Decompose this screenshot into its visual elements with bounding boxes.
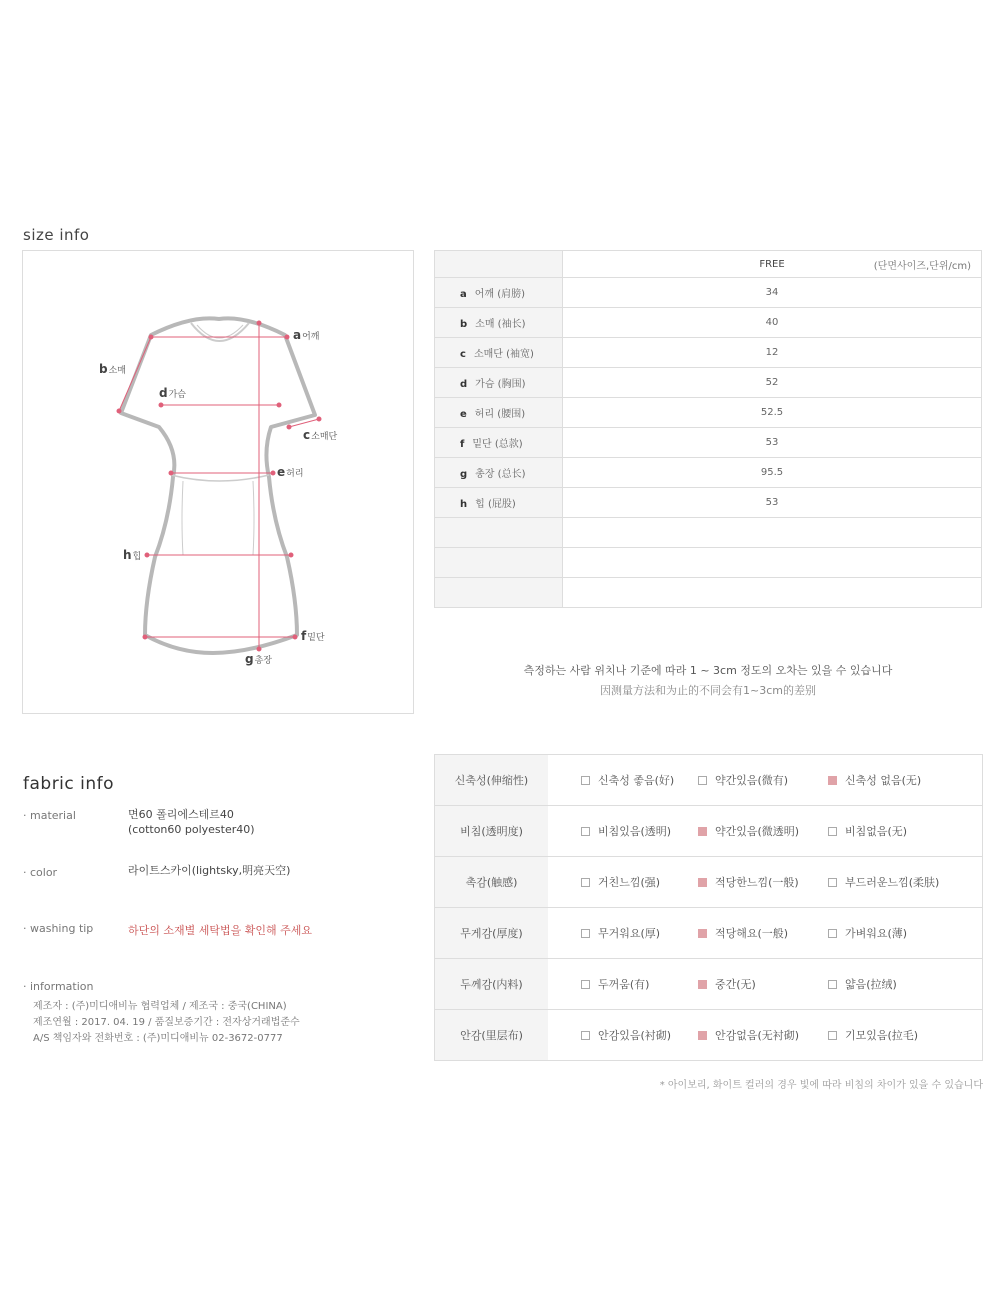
size-row xyxy=(435,428,982,458)
fabric-option-label: 약간있음(微有) xyxy=(715,774,789,787)
fabric-option-label: 부드러운느낌(柔肤) xyxy=(845,876,940,889)
fabric-option-label: 안감없음(无衬砌) xyxy=(715,1029,800,1042)
size-row-empty xyxy=(435,578,982,608)
size-value: 52.5 xyxy=(563,398,982,428)
material-en: (cotton60 polyester40) xyxy=(128,823,255,836)
size-letter: a xyxy=(460,289,467,300)
fabric-option-label: 거친느낌(强) xyxy=(598,876,661,889)
fabric-row-label: 촉감(触感) xyxy=(435,857,549,908)
label-h-word: 힙 xyxy=(132,552,142,562)
fabric-option xyxy=(698,976,756,992)
info-line: A/S 책임자와 전화번호 : (주)미디애비뉴 02-3672-0777 xyxy=(33,1033,283,1044)
fabric-option xyxy=(581,1027,671,1043)
label-h-letter: h xyxy=(123,548,132,562)
unit-note: (단면사이즈,단위/cm) xyxy=(873,261,971,272)
fabric-option xyxy=(581,925,660,941)
checkbox-empty-icon xyxy=(828,827,837,836)
fabric-option xyxy=(581,874,660,890)
label-e-letter: e xyxy=(277,465,286,479)
size-name: 어깨 (肩膀) xyxy=(474,289,526,300)
measure-note-cn: 因测量方法和为止的不同会有1~3cm的差别 xyxy=(600,684,816,697)
checkbox-checked-icon xyxy=(698,929,707,938)
fabric-option xyxy=(828,925,907,941)
size-row-empty xyxy=(435,518,982,548)
material-ko: 면60 폴리에스테르40 xyxy=(128,808,234,821)
svg-text:f밑단 xyxy=(301,629,325,643)
checkbox-checked-icon xyxy=(698,878,707,887)
size-value: 95.5 xyxy=(563,458,982,488)
fabric-options xyxy=(548,959,983,1010)
label-a-word: 어깨 xyxy=(302,332,320,342)
label-c-letter: c xyxy=(303,428,311,442)
size-name: 소매 (袖长) xyxy=(475,319,526,330)
size-letter: d xyxy=(460,379,468,390)
size-column-label: FREE xyxy=(759,258,785,270)
material-value xyxy=(128,807,255,837)
checkbox-empty-icon xyxy=(828,878,837,887)
fabric-options xyxy=(548,806,983,857)
fabric-row xyxy=(435,806,983,857)
fabric-row xyxy=(435,959,983,1010)
fabric-option xyxy=(828,1027,918,1043)
size-value: 12 xyxy=(563,338,982,368)
size-name: 총장 (总长) xyxy=(475,469,526,480)
checkbox-empty-icon xyxy=(581,929,590,938)
size-letter: e xyxy=(460,409,467,420)
information-label: · information xyxy=(23,980,94,993)
fabric-option-label: 무거워요(厚) xyxy=(598,927,661,940)
size-table xyxy=(434,250,982,608)
size-value: 52 xyxy=(563,368,982,398)
size-value: 53 xyxy=(563,488,982,518)
fabric-footnote: * 아이보리, 화이트 컬러의 경우 빛에 따라 비침의 차이가 있을 수 있습니다 xyxy=(659,1080,983,1091)
size-name: 가슴 (胸围) xyxy=(475,379,526,390)
fabric-option xyxy=(828,823,907,839)
size-row xyxy=(435,368,982,398)
dress-diagram xyxy=(22,250,414,714)
dress-illustration xyxy=(23,251,413,713)
fabric-options xyxy=(548,857,983,908)
fabric-row xyxy=(435,857,983,908)
label-d-letter: d xyxy=(159,386,168,400)
color-value: 라이트스카이(lightsky,明亮天空) xyxy=(128,864,291,877)
size-header-free xyxy=(563,251,982,278)
info-line: 제조연월 : 2017. 04. 19 / 품질보증기간 : 전자상거래법준수 xyxy=(33,1017,300,1028)
fabric-info-title: fabric info xyxy=(23,774,115,794)
fabric-option-label: 기모있음(拉毛) xyxy=(845,1029,919,1042)
checkbox-empty-icon xyxy=(581,878,590,887)
fabric-option xyxy=(828,772,921,788)
size-value: 40 xyxy=(563,308,982,338)
fabric-option-label: 신축성 없음(无) xyxy=(845,774,922,787)
size-row xyxy=(435,278,982,308)
fabric-option xyxy=(698,925,788,941)
svg-text:a어깨 xyxy=(293,328,320,342)
fabric-option-label: 적당한느낌(一般) xyxy=(715,876,799,889)
size-row xyxy=(435,308,982,338)
fabric-option xyxy=(581,823,671,839)
checkbox-empty-icon xyxy=(698,776,707,785)
info-line: 제조자 : (주)미디애비뉴 협력업체 / 제조국 : 중국(CHINA) xyxy=(33,1001,287,1012)
label-b-word: 소매 xyxy=(108,366,126,376)
checkbox-empty-icon xyxy=(581,980,590,989)
fabric-row-label: 무게감(厚度) xyxy=(435,908,549,959)
washing-value: 하단의 소재별 세탁법을 확인해 주세요 xyxy=(128,924,313,937)
size-name: 힙 (屁股) xyxy=(475,499,516,510)
checkbox-empty-icon xyxy=(581,776,590,785)
fabric-options xyxy=(548,908,983,959)
fabric-option-label: 안감있음(衬砌) xyxy=(598,1029,672,1042)
size-name: 밑단 (总款) xyxy=(472,439,523,450)
size-row xyxy=(435,338,982,368)
size-name: 허리 (腰围) xyxy=(474,409,526,420)
fabric-option-label: 신축성 좋음(好) xyxy=(598,774,675,787)
size-letter: f xyxy=(460,439,465,450)
label-e-word: 허리 xyxy=(286,469,304,479)
size-letter: h xyxy=(460,499,468,510)
fabric-row xyxy=(435,908,983,959)
fabric-option xyxy=(828,976,897,992)
color-label: · color xyxy=(23,866,58,879)
fabric-option xyxy=(698,874,799,890)
svg-text:e허리 xyxy=(277,465,304,479)
label-c-word: 소매단 xyxy=(311,432,338,442)
checkbox-empty-icon xyxy=(828,1031,837,1040)
size-value: 53 xyxy=(563,428,982,458)
fabric-row-label: 두께감(内料) xyxy=(435,959,549,1010)
label-d-word: 가슴 xyxy=(168,390,186,400)
label-g-word: 총장 xyxy=(254,656,272,666)
size-letter: b xyxy=(460,319,468,330)
svg-text:c소매단 xyxy=(303,428,338,442)
svg-text:d가슴 xyxy=(159,386,186,400)
size-letter: c xyxy=(460,349,466,360)
information-lines xyxy=(33,999,300,1047)
fabric-options xyxy=(548,755,983,806)
checkbox-checked-icon xyxy=(828,776,837,785)
washing-label: · washing tip xyxy=(23,922,94,935)
fabric-options xyxy=(548,1010,983,1061)
material-label: · material xyxy=(23,809,76,822)
size-header-corner xyxy=(435,251,563,278)
fabric-option-label: 적당해요(一般) xyxy=(715,927,789,940)
measure-note-ko: 측정하는 사람 위치나 기준에 따라 1 ~ 3cm 정도의 오차는 있을 수 있습니다 xyxy=(523,664,893,677)
checkbox-empty-icon xyxy=(828,929,837,938)
fabric-option-label: 얇음(拉绒) xyxy=(845,978,897,991)
size-letter: g xyxy=(460,469,468,480)
fabric-option xyxy=(698,1027,799,1043)
fabric-row xyxy=(435,1010,983,1061)
label-b-letter: b xyxy=(99,362,108,376)
fabric-option xyxy=(828,874,939,890)
svg-text:g총장 xyxy=(245,652,272,666)
checkbox-checked-icon xyxy=(698,1031,707,1040)
fabric-row-label: 비침(透明度) xyxy=(435,806,549,857)
size-name: 소매단 (袖宽) xyxy=(473,349,534,360)
checkbox-checked-icon xyxy=(698,980,707,989)
fabric-option xyxy=(698,772,788,788)
label-f-letter: f xyxy=(301,629,307,643)
fabric-option-label: 비침있음(透明) xyxy=(598,825,672,838)
checkbox-empty-icon xyxy=(581,1031,590,1040)
fabric-row-label: 안감(里层布) xyxy=(435,1010,549,1061)
size-row xyxy=(435,458,982,488)
size-row-empty xyxy=(435,548,982,578)
fabric-option xyxy=(581,976,649,992)
size-row xyxy=(435,398,982,428)
fabric-option-label: 두꺼움(有) xyxy=(598,978,650,991)
checkbox-checked-icon xyxy=(698,827,707,836)
size-row xyxy=(435,488,982,518)
fabric-row xyxy=(435,755,983,806)
fabric-option-label: 가벼워요(薄) xyxy=(845,927,908,940)
fabric-option-label: 중간(无) xyxy=(715,978,756,991)
fabric-option-label: 약간있음(微透明) xyxy=(715,825,800,838)
svg-text:h힙 xyxy=(123,548,141,562)
label-f-word: 밑단 xyxy=(307,633,325,643)
fabric-option xyxy=(698,823,799,839)
label-g-letter: g xyxy=(245,652,254,666)
checkbox-empty-icon xyxy=(581,827,590,836)
checkbox-empty-icon xyxy=(828,980,837,989)
svg-text:b소매 xyxy=(99,362,126,376)
size-info-title: size info xyxy=(23,226,90,244)
fabric-option xyxy=(581,772,674,788)
fabric-option-label: 비침없음(无) xyxy=(845,825,908,838)
fabric-row-label: 신축성(伸缩性) xyxy=(435,755,549,806)
label-a-letter: a xyxy=(293,328,302,342)
size-value: 34 xyxy=(563,278,982,308)
fabric-table xyxy=(434,754,983,1061)
